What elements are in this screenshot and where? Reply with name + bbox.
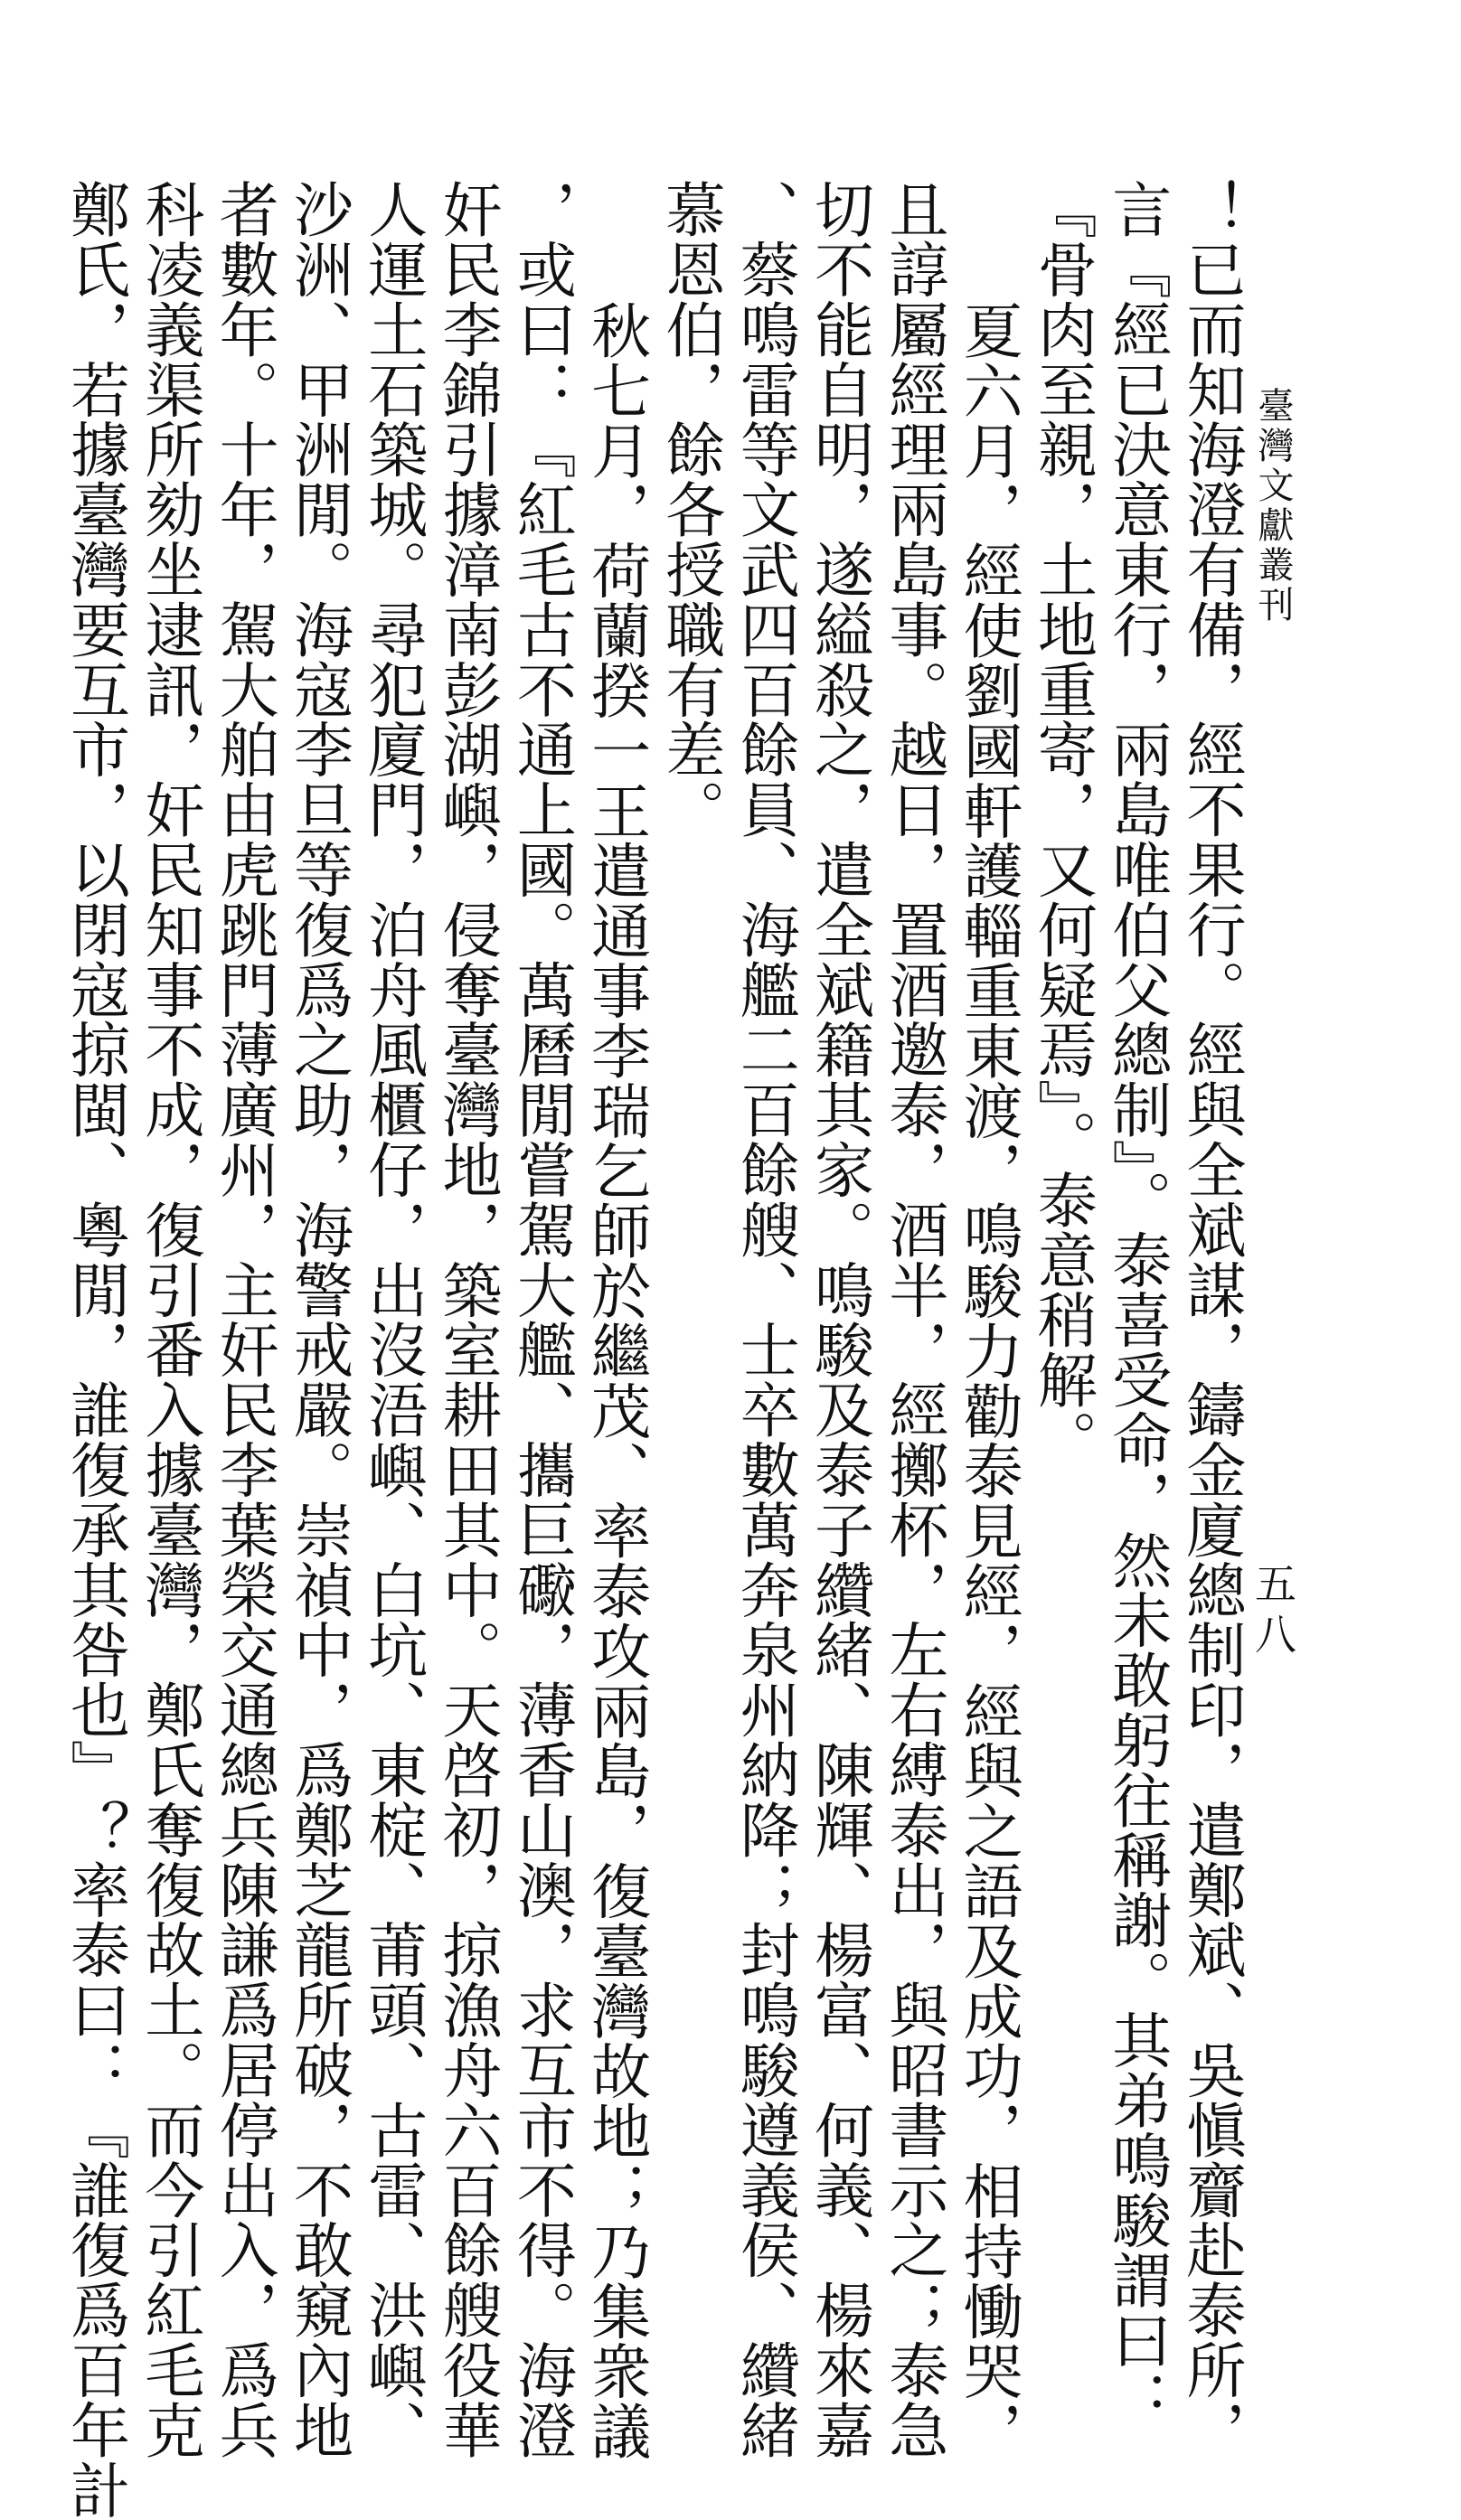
text-column: 秋七月，荷蘭揆一王遣通事李瑞乞師於繼茂、率泰攻兩島，復臺灣故地；乃集衆議 bbox=[580, 300, 651, 2461]
text-column: 、蔡鳴雷等文武四百餘員、海艦二百餘艘、士卒數萬奔泉州納降；封鳴駿遵義侯、纘緒 bbox=[730, 179, 800, 2460]
text-column: 慕恩伯，餘各授職有差。 bbox=[655, 179, 725, 840]
text-column: 人運土石築城。尋犯廈門，泊舟風櫃仔，出沒浯嶼、白坑、東椗、莆頭、古雷、洪嶼、 bbox=[357, 179, 428, 2460]
text-column: 『骨肉至親，土地重寄，又何疑焉』。泰意稍解。 bbox=[1027, 179, 1098, 1470]
text-column: 沙洲、甲洲閒。海寇李旦等復爲之助，海警戒嚴。崇禎中，爲鄭芝龍所破，不敢窺內地 bbox=[283, 179, 353, 2460]
text-column: ！已而知海澄有備，經不果行。經與全斌謀，鑄金廈總制印，遣鄭斌、吳愼齎赴泰所， bbox=[1176, 179, 1246, 2460]
page-number: 五八 bbox=[1249, 1562, 1297, 1663]
text-column: 鄭氏，若據臺灣要互市，以閉寇掠閩、粵閒，誰復承其咎也』？率泰曰：『誰復爲百年計 bbox=[60, 179, 130, 2520]
text-column: 者數年。十年，駕大舶由虎跳門薄廣州，主奸民李葉榮交通總兵陳謙爲居停出入，爲兵 bbox=[209, 179, 279, 2460]
text-column: 科凌義渠所劾坐逮訊，奸民知事不成，復引番入據臺灣，鄭氏奪復故土。而今引紅毛克 bbox=[134, 179, 204, 2460]
text-column: 奸民李錦引據漳南彭湖嶼，侵奪臺灣地，築室耕田其中。天啓初，掠漁舟六百餘艘役華 bbox=[432, 179, 503, 2460]
running-head: 臺灣文獻叢刊 bbox=[1252, 387, 1294, 625]
text-column: 切不能自明，遂縊殺之，遣全斌籍其家。鳴駿及泰子纘緒、陳輝、楊富、何義、楊來嘉 bbox=[804, 179, 874, 2460]
text-column: 夏六月，經使劉國軒護輜重東渡，鳴駿力勸泰見經，經與之語及成功，相持慟哭， bbox=[953, 300, 1023, 2461]
text-column: 言『經已決意東行，兩島唯伯父總制』。泰喜受命，然未敢躬往稱謝。其弟鳴駿謂曰： bbox=[1101, 179, 1172, 2431]
body-text bbox=[60, 179, 1248, 2520]
text-column: 且諄屬經理兩島事。越日，置酒邀泰，酒半，經擲杯，左右縛泰出，與昭書示之；泰急 bbox=[878, 179, 948, 2460]
text-column: ，或曰：『紅毛古不通上國。萬曆閒嘗駕大艦、攜巨礮，薄香山澳，求互市不得。海澄 bbox=[506, 179, 577, 2460]
